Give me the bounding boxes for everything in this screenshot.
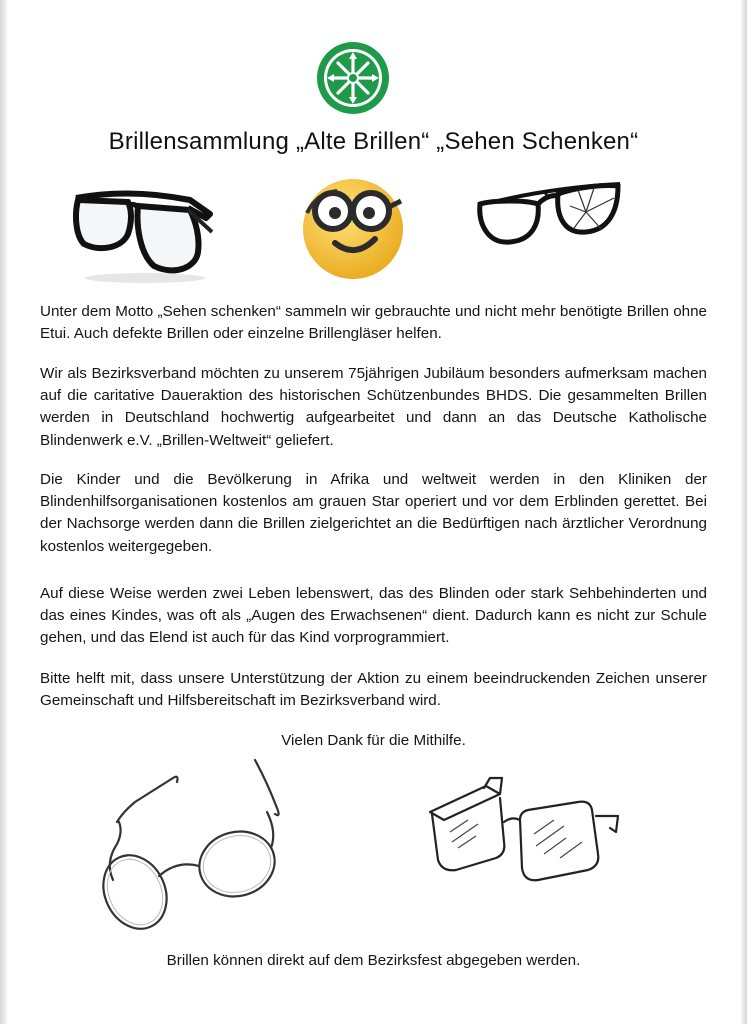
club-logo-icon (315, 40, 391, 116)
footer-text: Brillen können direkt auf dem Bezirksfest abgegeben werden. (166, 952, 581, 969)
paragraph-5: Bitte helft mit, dass unsere Unterstützung der Aktion zu einem beeindruckenden Zeichen unserer Gemeinschaft und Hilfsbereitschaft im Bezirksverband wird. (40, 670, 707, 710)
paragraph-4: Auf diese Weise werden zwei Leben lebenswert, das des Blinden oder stark Sehbehinderten und das eines Kindes, was oft als „Augen des Erwachsenen“ dient. Dadurch kann es nicht zur Schule gehen, und das Elend ist auch für das Kind vorprogrammiert. (40, 585, 707, 647)
black-glasses-photo (70, 186, 215, 286)
paragraph-3: Die Kinder und die Bevölkerung in Afrika und weltweit werden in den Kliniken der Blindenhilfsorganisationen kostenlos am grauen Star operiert und vor dem Erblinden gerettet. Bei der Nachsorge werden dann die Brillen zielgerichtet an die Bedürftigen nach ärztlicher Verordnung kostenlos weitergegeben. (40, 471, 707, 555)
paragraph-1: Unter dem Motto „Sehen schenken“ sammeln wir gebrauchte und nicht mehr benötigte Brillen ohne Etui. Auch defekte Brillen oder einzelne Brillengläser helfen. (40, 303, 707, 343)
thanks-text: Vielen Dank für die Mithilfe. (281, 732, 466, 749)
page-title: Brillensammlung „Alte Brillen“ „Sehen Schenken“ (108, 128, 639, 155)
round-wire-glasses-sketch (95, 752, 295, 942)
nerd-emoji-icon (297, 173, 409, 281)
square-glasses-sketch (424, 772, 624, 902)
broken-glasses-icon (474, 178, 624, 252)
paragraph-2: Wir als Bezirksverband möchten zu unserem 75jährigen Jubiläum besonders aufmerksam machen auf die caritative Daueraktion des historischen Schützenbundes BHDS. Die gesammelten Brillen werden in Deutschland hochwertig aufgearbeitet und dann an das Deutsche Katholische Blindenwerk e.V. „Brillen-Weltweit“ geliefert. (40, 365, 707, 449)
